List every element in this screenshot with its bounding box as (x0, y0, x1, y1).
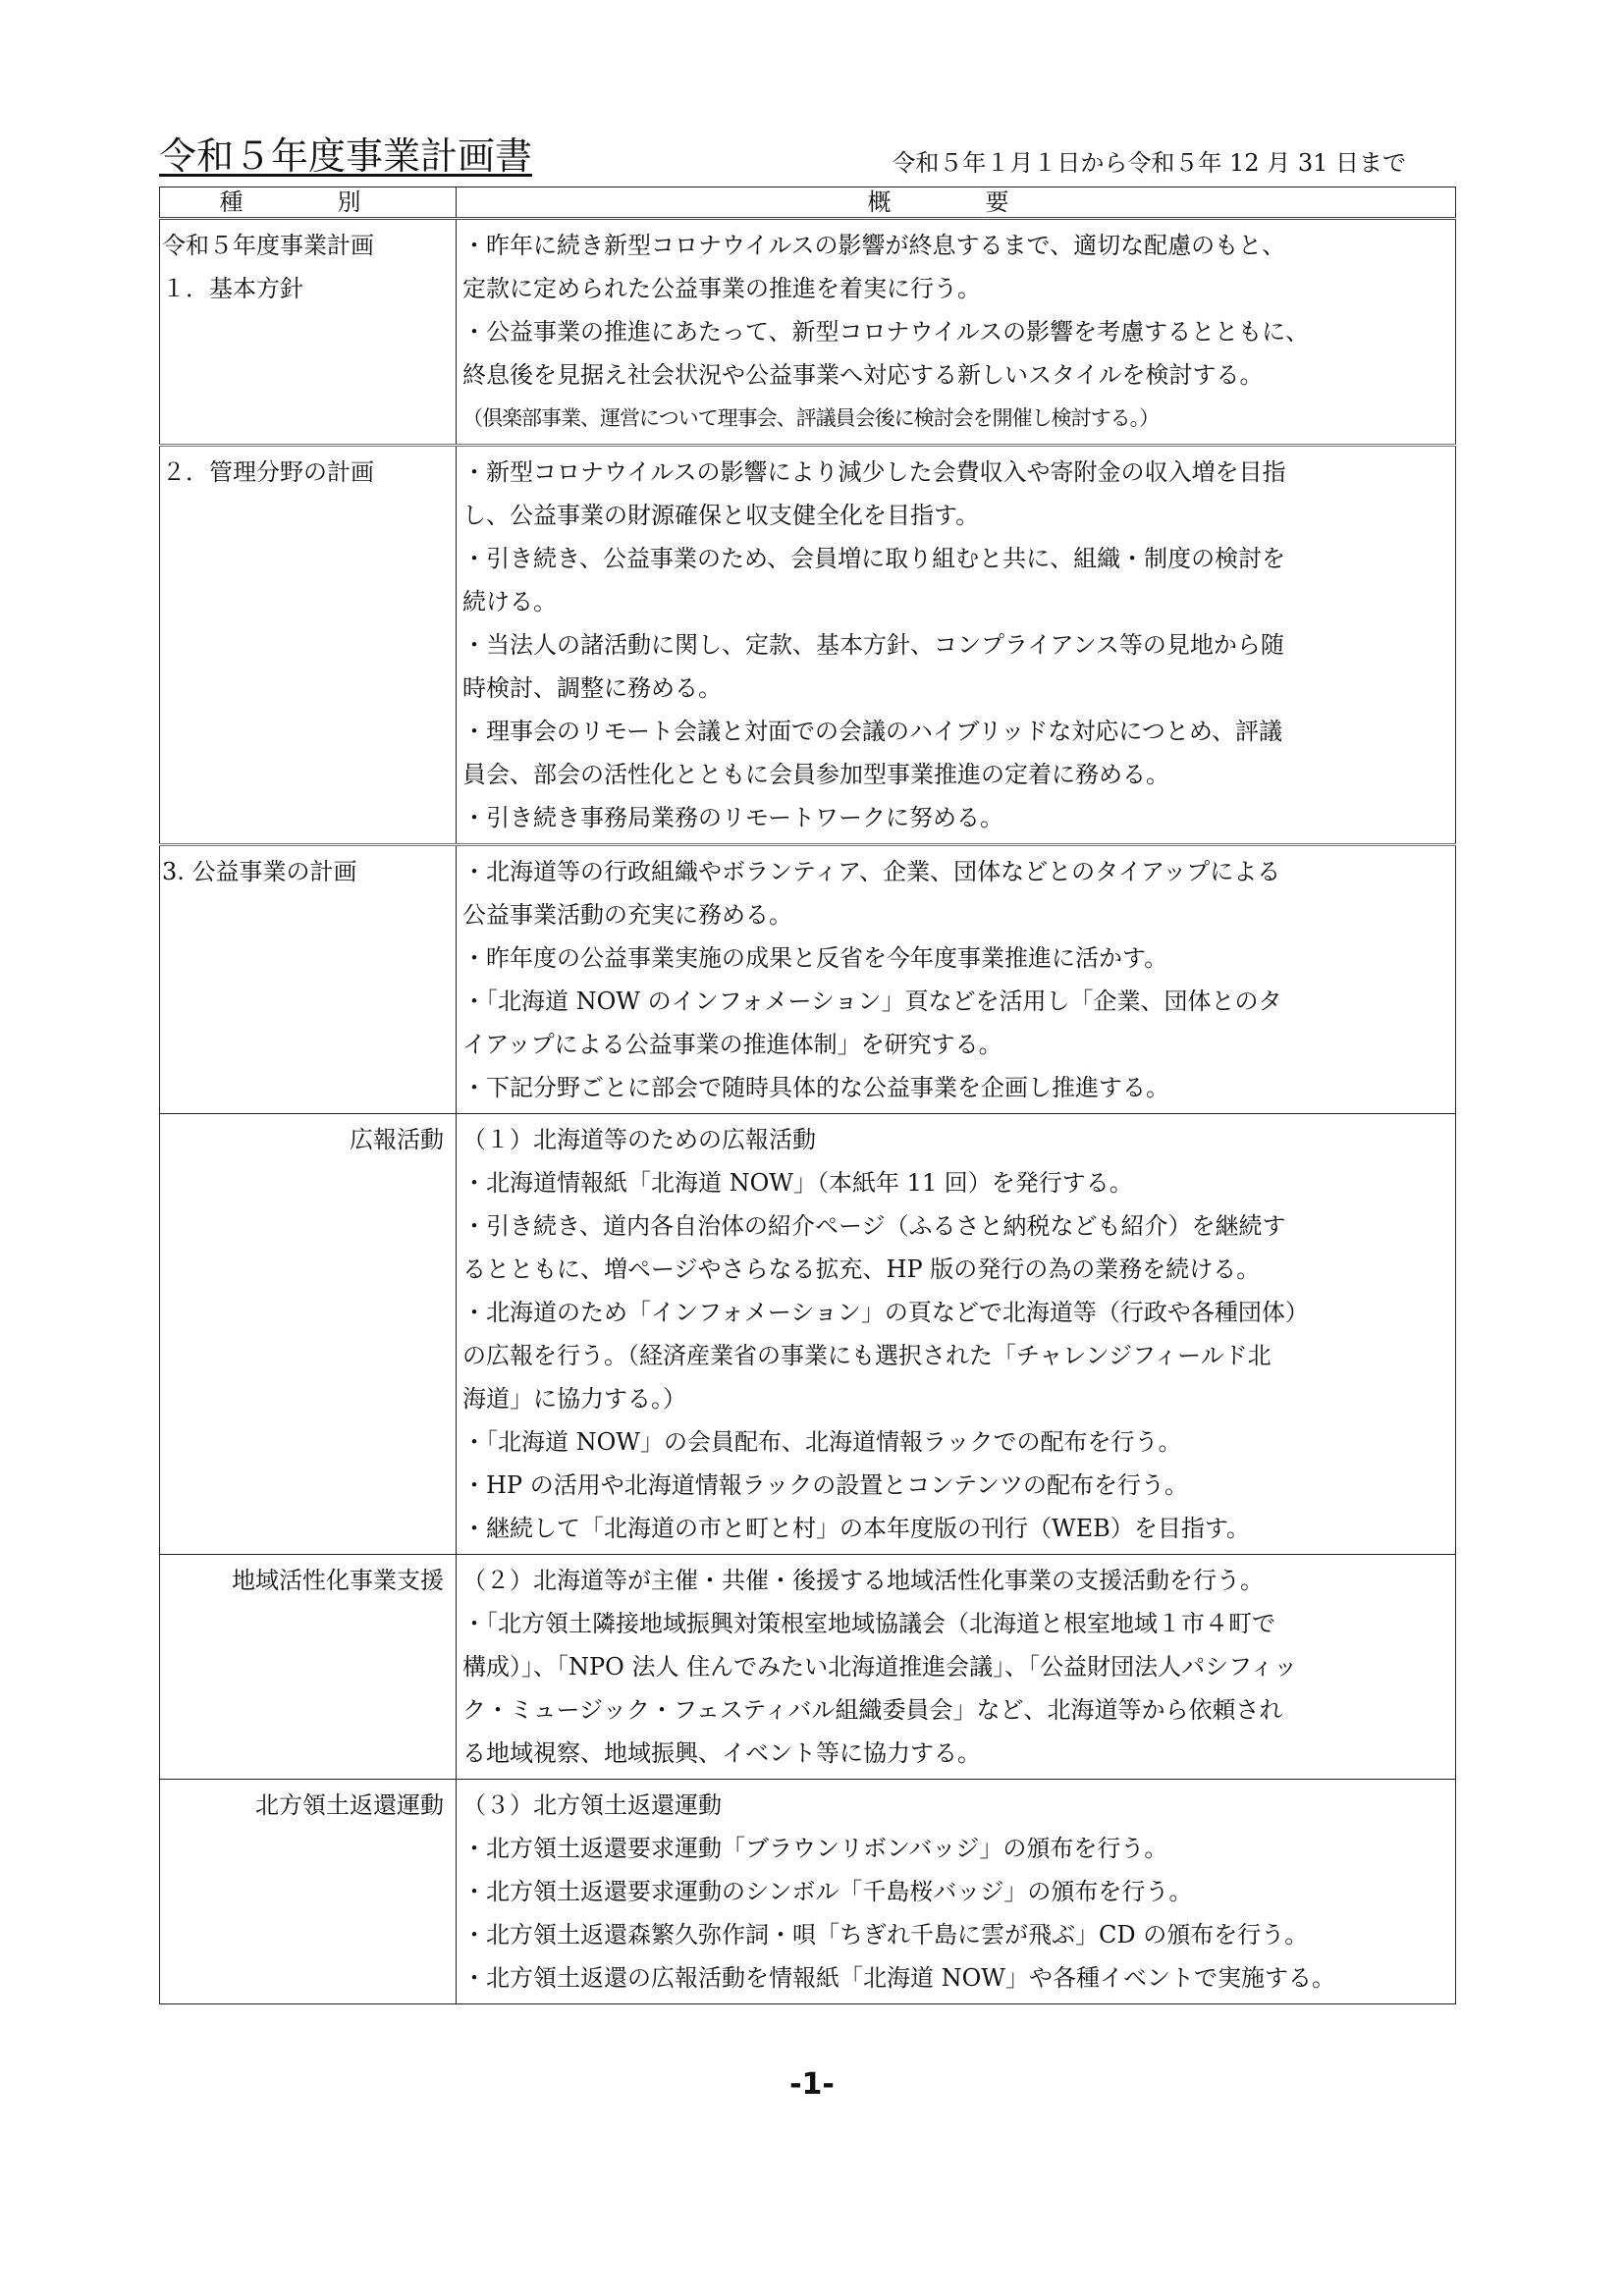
business-plan-table (159, 187, 1456, 2004)
table-row (160, 219, 1456, 446)
document-title: 令和５年度事業計画書 (159, 134, 533, 178)
content-line: る地域視察、地域振興、イベント等に協力する。 (462, 1739, 981, 1767)
row-content (457, 1114, 1456, 1555)
content-line: 構成）」、「NPO 法人 住んでみたい北海道推進会議」、「公益財団法人パシフィッ (462, 1653, 1298, 1681)
content-line: ・昨年に続き新型コロナウイルスの影響が終息するまで、適切な配慮のもと、 (462, 232, 1286, 259)
row-label-line: 3. 公益事業の計画 (162, 858, 357, 885)
content-line: ・「北方領土隣接地域振興対策根室地域協議会（北海道と根室地域１市４町で (462, 1610, 1275, 1637)
content-line: ・北海道等の行政組織やボランティア、企業、団体などとのタイアップによる (462, 858, 1281, 885)
content-line: イアップによる公益事業の推進体制」を研究する。 (462, 1031, 1002, 1058)
content-line: ・昨年度の公益事業実施の成果と反省を今年度事業推進に活かす。 (462, 944, 1168, 972)
row-label (160, 1555, 457, 1780)
content-line: ク・ミュージック・フェスティバル組織委員会」など、北海道等から依頼され (462, 1696, 1283, 1724)
content-line: 員会、部会の活性化とともに会員参加型事業推進の定着に務める。 (462, 761, 1169, 788)
row-label-line: 北方領土返還運動 (255, 1791, 444, 1819)
content-line: ・理事会のリモート会議と対面での会議のハイブリッドな対応につとめ、評議 (462, 718, 1282, 745)
content-line: るとともに、増ページやさらなる拡充、HP 版の発行の為の業務を続ける。 (462, 1255, 1261, 1283)
content-line: ・公益事業の推進にあたって、新型コロナウイルスの影響を考慮するとともに、 (462, 318, 1310, 346)
content-line: ・下記分野ごとに部会で随時具体的な公益事業を企画し推進する。 (462, 1074, 1169, 1101)
content-line: 終息後を見据え社会状況や公益事業へ対応する新しいスタイルを検討する。 (462, 361, 1264, 389)
row-label (160, 1780, 457, 2004)
content-line: ・継続して「北海道の市と町と村」の本年度版の刊行（WEB）を目指す。 (462, 1515, 1250, 1542)
content-line: （２）北海道等が主催・共催・後援する地域活性化事業の支援活動を行う。 (462, 1567, 1264, 1594)
content-line: ・「北海道 NOW のインフォメーション」頁などを活用し「企業、団体とのタ (462, 988, 1282, 1015)
table-row (160, 1780, 1456, 2004)
row-label (160, 1114, 457, 1555)
content-line: ・「北海道 NOW」の会員配布、北海道情報ラックでの配布を行う。 (462, 1428, 1182, 1456)
column-header-category: 種 別 (160, 187, 457, 219)
content-line: ・当法人の諸活動に関し、定款、基本方針、コンプライアンス等の見地から随 (462, 631, 1284, 659)
content-line: 公益事業活動の充実に務める。 (462, 901, 792, 929)
content-line: ・北方領土返還の広報活動を情報紙「北海道 NOW」や各種イベントで実施する。 (462, 1964, 1335, 1992)
content-line: 続ける。 (462, 588, 557, 615)
content-line: ・北方領土返還要求運動「ブラウンリボンバッジ」の頒布を行う。 (462, 1835, 1168, 1862)
row-label (160, 446, 457, 845)
table-row (160, 1114, 1456, 1555)
content-line: 海道」に協力する。） (462, 1385, 686, 1413)
content-line: （３）北方領土返還運動 (462, 1791, 722, 1819)
row-content (457, 1555, 1456, 1780)
row-content (457, 1780, 1456, 2004)
content-line: ・HP の活用や北海道情報ラックの設置とコンテンツの配布を行う。 (462, 1471, 1189, 1499)
content-line: ・新型コロナウイルスの影響により減少した会費収入や寄附金の収入増を目指 (462, 458, 1286, 486)
row-content (457, 446, 1456, 845)
table-row (160, 1555, 1456, 1780)
content-line: ・北海道のため「インフォメーション」の頁などで北海道等（行政や各種団体） (462, 1299, 1309, 1326)
row-label-line: ２．管理分野の計画 (162, 458, 374, 486)
content-line: ・北方領土返還森繁久弥作詞・唄「ちぎれ千島に雲が飛ぶ」CD の頒布を行う。 (462, 1921, 1309, 1949)
document-header (159, 133, 1455, 185)
row-label (160, 219, 457, 446)
row-label (160, 845, 457, 1114)
row-content (457, 219, 1456, 446)
row-label-line: 令和５年度事業計画 (162, 232, 374, 259)
content-line: ・北方領土返還要求運動のシンボル「千島桜バッジ」の頒布を行う。 (462, 1878, 1193, 1905)
table-row (160, 446, 1456, 845)
content-line: ・北海道情報紙「北海道 NOW」（本紙年 11 回）を発行する。 (462, 1169, 1133, 1197)
content-line: の広報を行う。（経済産業省の事業にも選択された「チャレンジフィールド北 (462, 1342, 1272, 1369)
content-note: （倶楽部事業、運営について理事会、評議員会後に検討会を開催し検討する。） (462, 406, 1160, 430)
content-line: 定款に定められた公益事業の推進を着実に行う。 (462, 275, 981, 302)
table-row (160, 845, 1456, 1114)
content-line: ・引き続き、道内各自治体の紹介ページ（ふるさと納税なども紹介）を継続す (462, 1212, 1286, 1240)
column-header-summary: 概 要 (457, 187, 1456, 219)
row-label-line: 地域活性化事業支援 (232, 1567, 444, 1594)
content-line: ・引き続き、公益事業のため、会員増に取り組むと共に、組織・制度の検討を (462, 545, 1286, 572)
row-label-line: 広報活動 (350, 1126, 444, 1153)
content-line: し、公益事業の財源確保と収支健全化を目指す。 (462, 502, 980, 529)
row-label-line: １．基本方針 (162, 275, 303, 302)
plan-period: 令和５年１月１日から令和５年 12 月 31 日まで (892, 149, 1406, 177)
page-number: -1- (789, 2067, 835, 2102)
content-line: ・引き続き事務局業務のリモートワークに努める。 (462, 804, 1004, 831)
content-line: 時検討、調整に務める。 (462, 674, 722, 702)
row-content (457, 845, 1456, 1114)
table-header-row (160, 187, 1456, 219)
content-line: （１）北海道等のための広報活動 (462, 1126, 816, 1153)
